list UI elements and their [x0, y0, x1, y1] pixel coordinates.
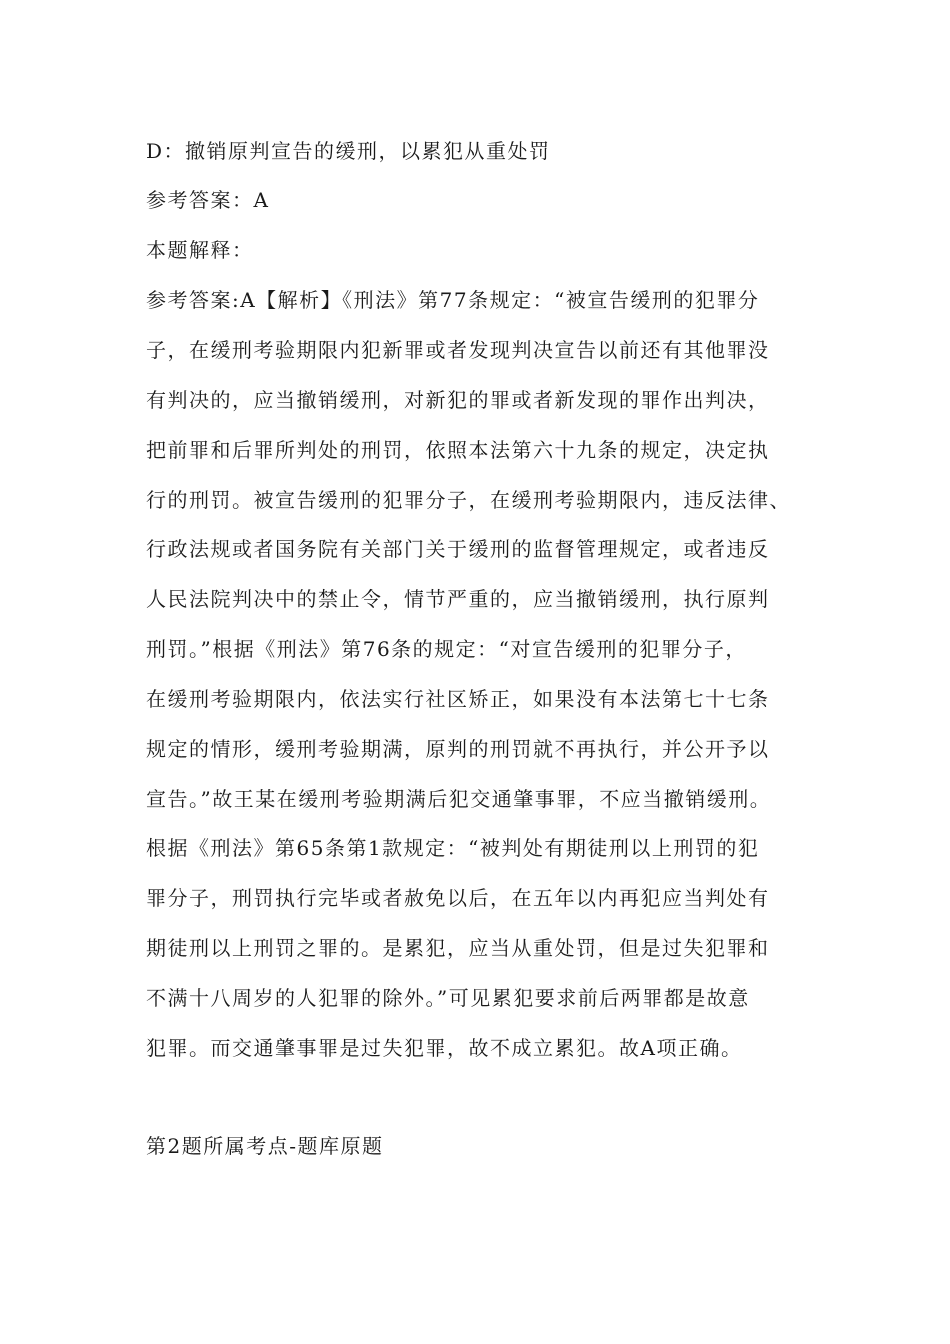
explanation-line: 规定的情形，缓刑考验期满，原判的刑罚就不再执行，并公开予以 — [146, 737, 770, 761]
option-d: D：撤销原判宣告的缓刑，以累犯从重处罚 — [146, 139, 551, 163]
explanation-line: 子，在缓刑考验期限内犯新罪或者发现判决宣告以前还有其他罪没 — [146, 338, 770, 362]
explanation-line: 刑罚。”根据《刑法》第76条的规定：“对宣告缓刑的犯罪分子， — [146, 637, 747, 661]
explanation-line: 不满十八周岁的人犯罪的除外。”可见累犯要求前后两罪都是故意 — [146, 986, 750, 1010]
explanation-line: 行政法规或者国务院有关部门关于缓刑的监督管理规定，或者违反 — [146, 537, 770, 561]
explanation-line: 在缓刑考验期限内，依法实行社区矫正，如果没有本法第七十七条 — [146, 687, 770, 711]
explanation-line: 把前罪和后罪所判处的刑罚，依照本法第六十九条的规定，决定执 — [146, 438, 770, 462]
explanation-line: 人民法院判决中的禁止令，情节严重的，应当撤销缓刑，执行原判 — [146, 587, 770, 611]
explanation-line: 期徒刑以上刑罚之罪的。是累犯，应当从重处罚，但是过失犯罪和 — [146, 936, 770, 960]
answer-line: 参考答案：A — [146, 188, 270, 212]
explanation-line: 犯罪。而交通肇事罪是过失犯罪，故不成立累犯。故A项正确。 — [146, 1036, 743, 1060]
explanation-heading: 本题解释： — [146, 238, 254, 262]
explanation-line: 有判决的，应当撤销缓刑，对新犯的罪或者新发现的罪作出判决， — [146, 388, 770, 412]
explanation-line: 罪分子，刑罚执行完毕或者赦免以后，在五年以内再犯应当判处有 — [146, 886, 770, 910]
explanation-line: 宣告。”故王某在缓刑考验期满后犯交通肇事罪，不应当撤销缓刑。 — [146, 787, 772, 811]
explanation-line: 行的刑罚。被宣告缓刑的犯罪分子，在缓刑考验期限内，违反法律、 — [146, 488, 791, 512]
explanation-line: 根据《刑法》第65条第1款规定：“被判处有期徒刑以上刑罚的犯 — [146, 836, 760, 860]
explanation-line: 参考答案:A【解析】《刑法》第77条规定：“被宣告缓刑的犯罪分 — [146, 288, 760, 312]
section-title: 第2题所属考点-题库原题 — [146, 1134, 384, 1158]
